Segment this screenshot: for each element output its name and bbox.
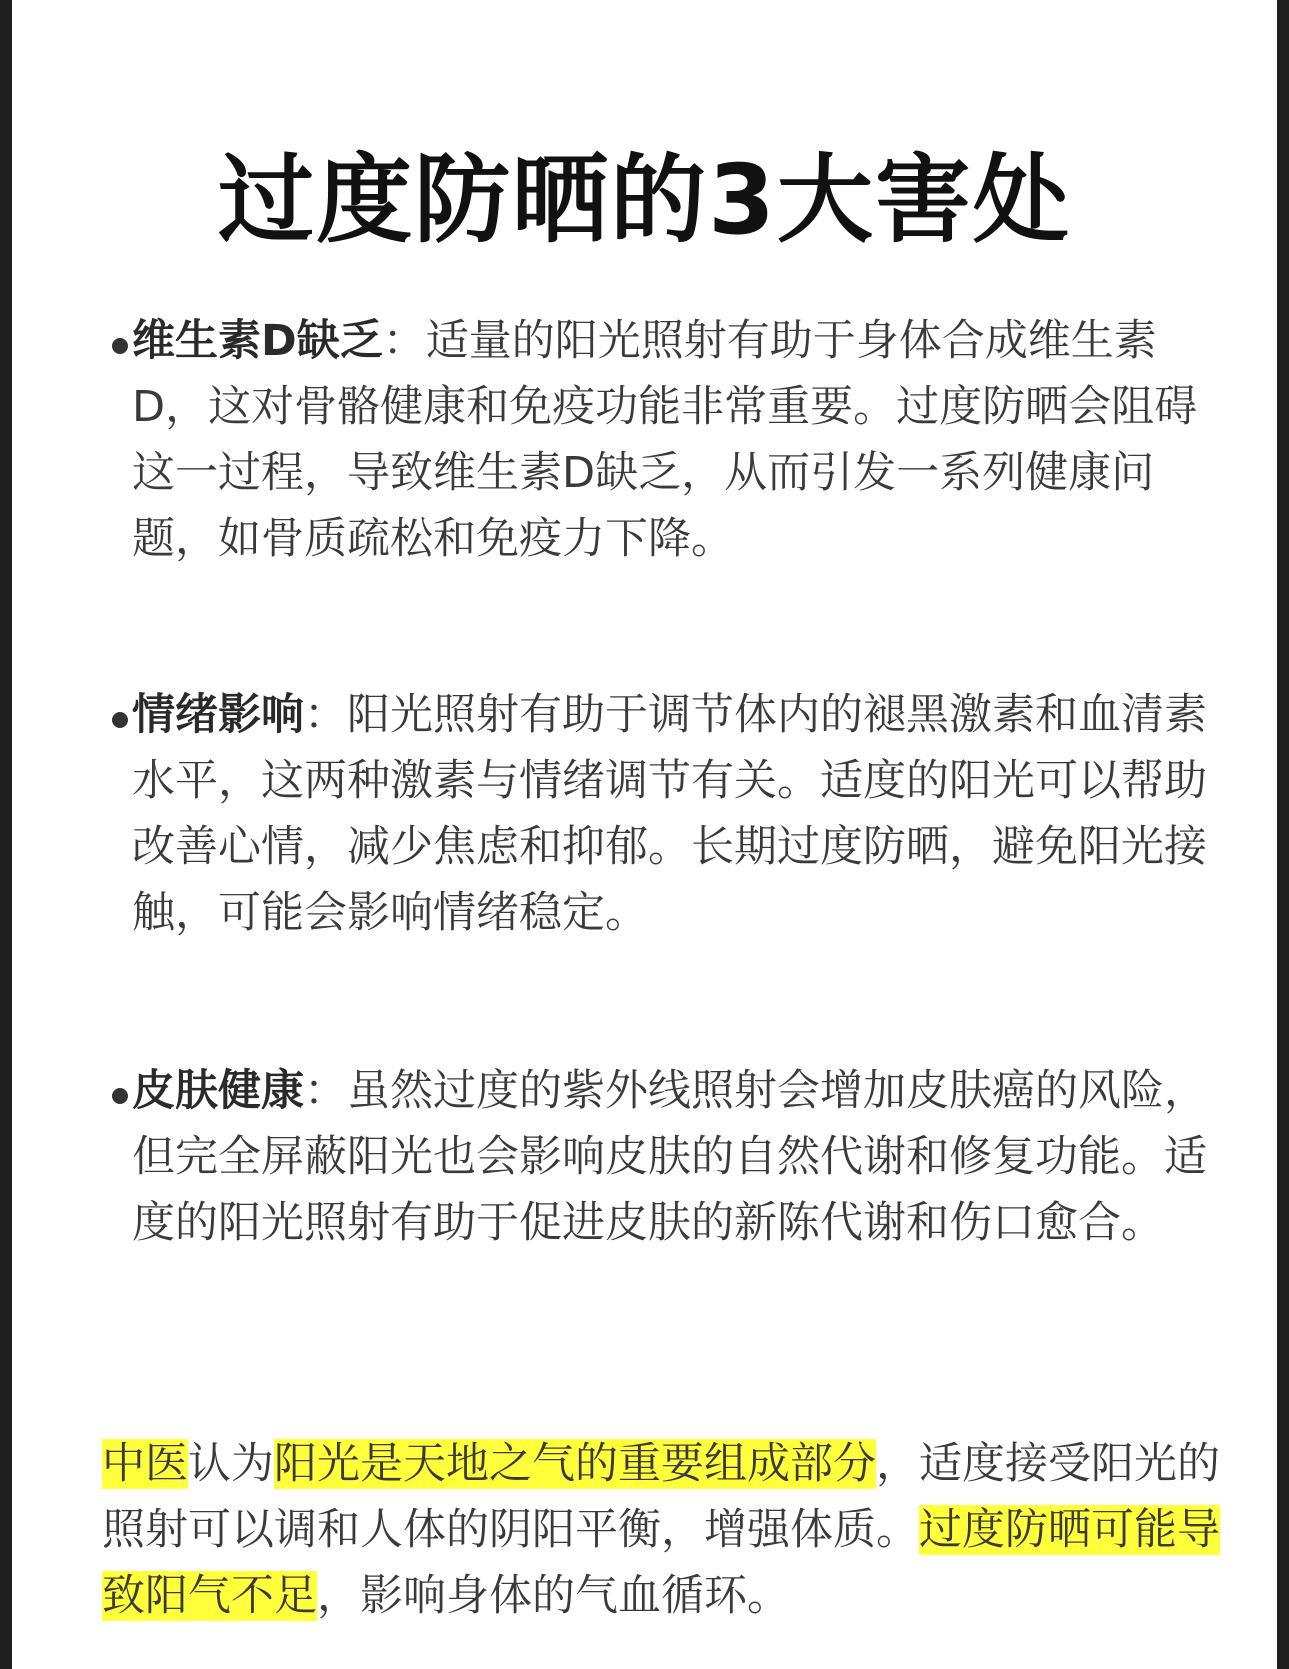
bullet-text: 阳光照射有助于调节体内的褪黑激素和血清素水平，这两种激素与情绪调节有关。适度的阳光可以帮助改善心情，减少焦虑和抑郁。长期过度防晒，避免阳光接触，可能会影响情绪稳定。: [132, 690, 1207, 938]
bullet-heading: 维生素D缺乏: [132, 316, 383, 366]
tcm-text: ，适度接受阳光的照射可以调和人体的阴阳平衡，增强体质。: [102, 1439, 1220, 1555]
highlight-sunlight-qi: 阳光是天地之气的重要组成部分: [274, 1439, 876, 1489]
bullet-dot-icon: [112, 712, 128, 728]
bullet-skin-health: [132, 1058, 1222, 1256]
bullet-dot-icon: [112, 1088, 128, 1104]
bullet-separator: ：: [304, 690, 347, 740]
page-title: 过度防晒的3大害处: [218, 144, 1071, 256]
bullet-heading: 皮肤健康: [132, 1066, 304, 1116]
tcm-paragraph: [102, 1431, 1222, 1629]
highlight-yang-qi-deficiency: 过度防晒可能导致阳气不足: [102, 1505, 1220, 1621]
bullet-dot-icon: [112, 338, 128, 354]
bullet-mood: [132, 682, 1222, 946]
bullet-heading: 情绪影响: [132, 690, 304, 740]
tcm-text: ，影响身体的气血循环。: [317, 1571, 790, 1621]
bullet-separator: ：: [382, 316, 426, 366]
bullet-text: 虽然过度的紫外线照射会增加皮肤癌的风险，但完全屏蔽阳光也会影响皮肤的自然代谢和修复功能。适度的阳光照射有助于促进皮肤的新陈代谢和伤口愈合。: [132, 1066, 1207, 1248]
bullet-separator: ：: [304, 1066, 347, 1116]
highlight-tcm: 中医: [102, 1439, 188, 1489]
page: [12, 0, 1277, 1669]
bullet-vitamin-d: [132, 308, 1222, 572]
bullet-text: 适量的阳光照射有助于身体合成维生素D，这对骨骼健康和免疫功能非常重要。过度防晒会阻碍这一过程，导致维生素D缺乏，从而引发一系列健康问题，如骨质疏松和免疫力下降。: [132, 316, 1198, 564]
tcm-text: 认为: [188, 1439, 274, 1489]
